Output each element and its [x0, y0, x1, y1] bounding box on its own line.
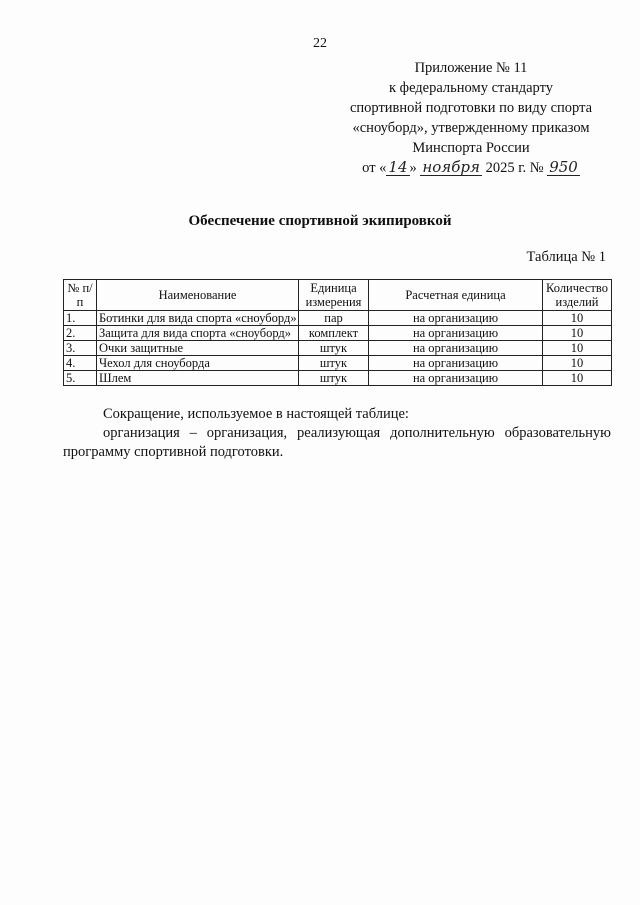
- table-row: [64, 311, 612, 326]
- handwritten-month: ноября: [422, 158, 480, 176]
- page-number: 22: [313, 36, 327, 51]
- cell-quantity: 10: [543, 326, 612, 341]
- table-row: [64, 341, 612, 356]
- appendix-line: Приложение № 11: [414, 60, 528, 76]
- header-name: Наименование: [97, 280, 299, 311]
- cell-calc-unit: на организацию: [369, 356, 543, 371]
- header-quantity: Количество изделий: [543, 280, 612, 311]
- cell-unit: пар: [299, 311, 369, 326]
- handwritten-order-number: 950: [549, 158, 578, 176]
- abbreviation-intro: Сокращение, используемое в настоящей таблице:: [103, 406, 409, 422]
- cell-num: 5.: [64, 371, 97, 386]
- order-date-line: [330, 158, 612, 178]
- cell-unit: штук: [299, 356, 369, 371]
- table-row: [64, 371, 612, 386]
- cell-unit: штук: [299, 341, 369, 356]
- table-header-row: [64, 280, 612, 311]
- cell-calc-unit: на организацию: [369, 311, 543, 326]
- abbreviation-section: [63, 405, 611, 462]
- header-num: № п/п: [64, 280, 97, 311]
- handwritten-day: 14: [388, 158, 408, 176]
- date-year: 2025 г. №: [485, 160, 544, 176]
- cell-calc-unit: на организацию: [369, 341, 543, 356]
- appendix-line: спортивной подготовки по виду спорта: [349, 100, 593, 116]
- cell-quantity: 10: [543, 311, 612, 326]
- appendix-line: Минспорта России: [412, 140, 530, 156]
- cell-name: Очки защитные: [97, 341, 299, 356]
- cell-name: Защита для вида спорта «сноуборд»: [97, 326, 299, 341]
- document-title: Обеспечение спортивной экипировкой: [188, 213, 452, 229]
- cell-num: 3.: [64, 341, 97, 356]
- header-unit: Единица измерения: [299, 280, 369, 311]
- table-row: [64, 326, 612, 341]
- cell-quantity: 10: [543, 341, 612, 356]
- table-row: [64, 356, 612, 371]
- cell-num: 1.: [64, 311, 97, 326]
- cell-quantity: 10: [543, 356, 612, 371]
- cell-quantity: 10: [543, 371, 612, 386]
- cell-num: 2.: [64, 326, 97, 341]
- cell-calc-unit: на организацию: [369, 326, 543, 341]
- cell-unit: штук: [299, 371, 369, 386]
- appendix-block: [330, 58, 612, 178]
- header-calc-unit: Расчетная единица: [369, 280, 543, 311]
- cell-name: Ботинки для вида спорта «сноуборд»: [97, 311, 299, 326]
- date-mid: »: [409, 160, 417, 176]
- abbreviation-definition: организация – организация, реализующая дополнительную образовательную программу спортивной подготовки.: [63, 425, 611, 460]
- cell-num: 4.: [64, 356, 97, 371]
- appendix-line: к федеральному стандарту: [389, 80, 553, 96]
- date-prefix: от «: [362, 160, 387, 176]
- equipment-table: [63, 279, 612, 386]
- cell-name: Шлем: [97, 371, 299, 386]
- table-caption: Таблица № 1: [526, 249, 606, 265]
- cell-calc-unit: на организацию: [369, 371, 543, 386]
- cell-name: Чехол для сноуборда: [97, 356, 299, 371]
- appendix-line: «сноуборд», утвержденному приказом: [352, 120, 590, 136]
- cell-unit: комплект: [299, 326, 369, 341]
